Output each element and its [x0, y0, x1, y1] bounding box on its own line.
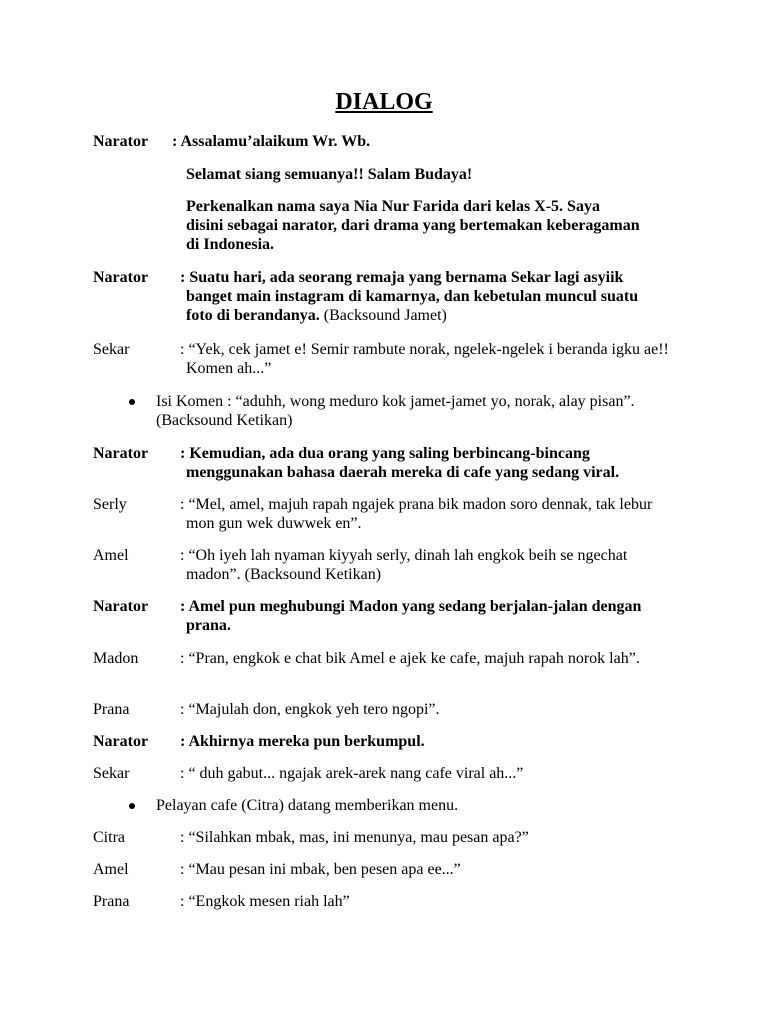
bullet-text: Pelayan cafe (Citra) datang memberikan menu.	[156, 797, 459, 814]
dialog-text: : Amel pun meghubungi Madon yang sedang berjalan-jalan dengan prana.	[180, 598, 642, 635]
document-title: DIALOG	[335, 89, 433, 115]
bullet-text	[156, 392, 666, 430]
bullet-icon	[129, 803, 135, 809]
speaker-label: Narator	[93, 445, 149, 462]
dialog-text: Perkenalkan nama saya Nia Nur Farida dari kelas X-5. Saya disini sebagai narator, dari drama yang bertemakan keberagaman di Indonesia.	[186, 198, 640, 254]
dialog-text	[180, 268, 656, 326]
dialog-text: : “Silahkan mbak, mas, ini menunya, mau pesan apa?”	[180, 829, 529, 846]
dialog-text: : “Oh iyeh lah nyaman kiyyah serly, dinah lah engkok beih se ngechat madon”. (Backsound Ketikan)	[180, 547, 628, 584]
speaker-label: Sekar	[93, 765, 130, 782]
dialog-text: : “Mau pesan ini mbak, ben pesen apa ee...”	[180, 861, 461, 878]
speaker-label: Prana	[93, 893, 130, 910]
dialog-text: : “Mel, amel, majuh rapah ngajek prana bik madon soro dennak, tak lebur mon gun wek duwwek en”.	[180, 496, 653, 533]
dialog-text: : “ duh gabut... ngajak arek-arek nang cafe viral ah...”	[180, 765, 524, 782]
speaker-label: Citra	[93, 829, 125, 846]
dialog-text: : “Pran, engkok e chat bik Amel e ajek ke cafe, majuh rapah norok lah”.	[180, 650, 640, 667]
speaker-label: Narator	[93, 133, 149, 150]
speaker-label: Sekar	[93, 341, 130, 358]
dialog-text: : Assalamu’alaikum Wr. Wb.	[172, 133, 371, 150]
speaker-label: Amel	[93, 547, 129, 564]
dialog-text: : “Yek, cek jamet e! Semir rambute norak, ngelek-ngelek i beranda igku ae!! Komen ah...”	[180, 341, 669, 378]
speaker-label: Narator	[93, 269, 149, 286]
dialog-text: : Akhirnya mereka pun berkumpul.	[180, 733, 425, 750]
speaker-label: Prana	[93, 701, 130, 718]
bullet-text-content: Isi Komen : “aduhh, wong meduro kok jamet-jamet yo, norak, alay pisan”. (Backsound Ketikan)	[156, 393, 635, 430]
speaker-label: Amel	[93, 861, 129, 878]
dialog-text: : “Majulah don, engkok yeh tero ngopi”.	[180, 701, 440, 718]
speaker-label: Serly	[93, 496, 127, 513]
speaker-label: Narator	[93, 598, 149, 615]
dialog-text: : “Engkok mesen riah lah”	[180, 893, 350, 910]
dialog-text: Selamat siang semuanya!! Salam Budaya!	[186, 166, 473, 183]
dialog-text-bold: : Suatu hari, ada seorang remaja yang bernama Sekar lagi asyiik banget main instagram di kamarnya, dan kebetulan muncul suatu foto di berandanya.	[180, 269, 639, 325]
speaker-label: Madon	[93, 650, 139, 667]
bullet-icon	[129, 399, 135, 405]
dialog-text-suffix: (Backsound Jamet)	[319, 307, 447, 325]
dialog-text: : Kemudian, ada dua orang yang saling berbincang-bincang menggunakan bahasa daerah mereka di cafe yang sedang viral.	[180, 445, 620, 482]
speaker-label: Narator	[93, 733, 149, 750]
